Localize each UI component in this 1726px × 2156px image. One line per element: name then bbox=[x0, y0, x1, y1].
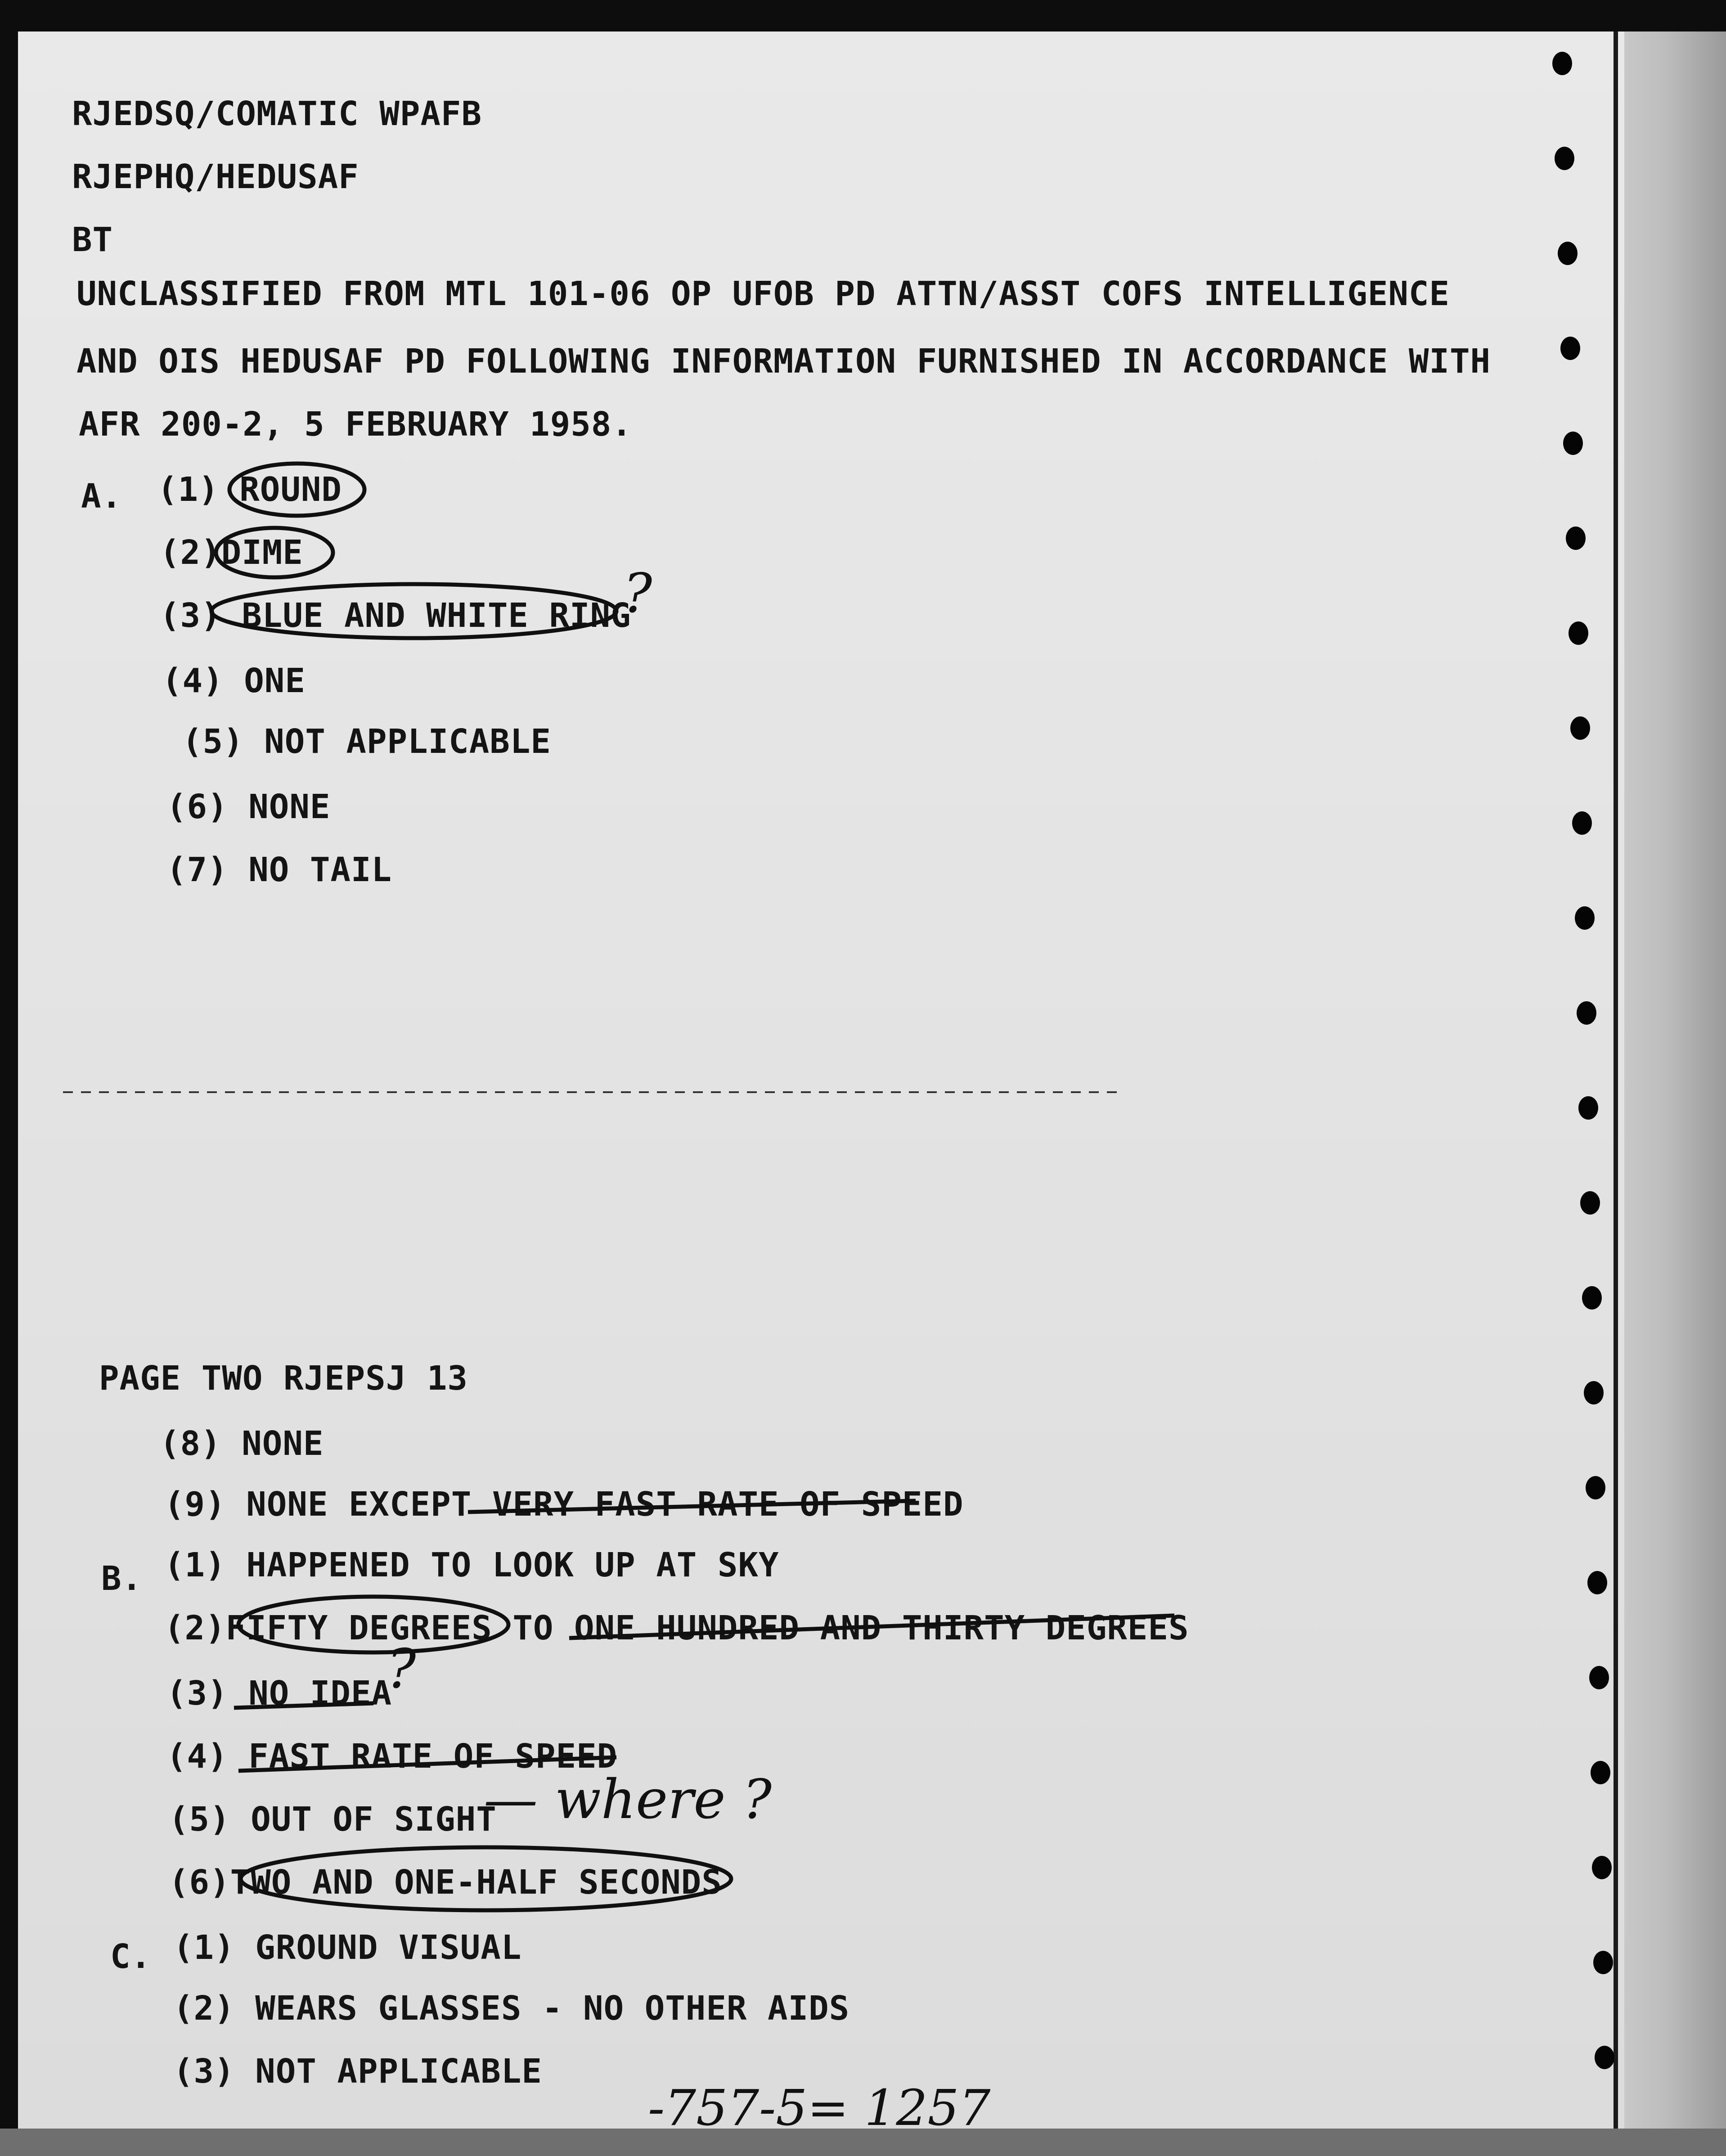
page-two-item-8: (8) NONE bbox=[160, 1424, 324, 1463]
section-b-item-3: (3) NO IDEA bbox=[166, 1674, 392, 1713]
section-b-item-2: (2)FIFTY DEGREES TO ONE HUNDRED AND THIRTY DEGREES bbox=[164, 1609, 1189, 1647]
handwritten-question-a3: ? bbox=[623, 563, 652, 625]
section-b-item-6: (6)TWO AND ONE-HALF SECONDS bbox=[169, 1863, 722, 1902]
routing-line-2: RJEPHQ/HEDUSAF bbox=[72, 158, 359, 196]
handwritten-question-b3: ? bbox=[387, 1638, 416, 1701]
circle-round bbox=[229, 464, 364, 516]
underline-fast-rate bbox=[238, 1757, 616, 1771]
section-a-item-1: (1) ROUND bbox=[157, 470, 342, 509]
section-b-item-5: (5) OUT OF SIGHT bbox=[169, 1800, 497, 1839]
section-c-letter: C. bbox=[110, 1937, 152, 1976]
section-c-item-2: (2) WEARS GLASSES - NO OTHER AIDS bbox=[173, 1989, 850, 2028]
page-two-item-9: (9) NONE EXCEPT VERY FAST RATE OF SPEED bbox=[164, 1485, 964, 1524]
section-a-item-3: (3) BLUE AND WHITE RING bbox=[160, 596, 631, 635]
body-line-3: AFR 200-2, 5 FEBRUARY 1958. bbox=[79, 405, 632, 444]
circle-two-and-one-half-seconds bbox=[241, 1847, 731, 1910]
section-c-item-1: (1) GROUND VISUAL bbox=[173, 1928, 522, 1967]
body-line-1: UNCLASSIFIED FROM MTL 101-06 OP UFOB PD ATTN/ASST COFS INTELLIGENCE bbox=[76, 275, 1450, 313]
section-a-item-6: (6) NONE bbox=[166, 788, 331, 826]
handwritten-where-note: — where ? bbox=[484, 1769, 772, 1831]
section-a-item-4: (4) ONE bbox=[162, 662, 306, 700]
section-a-item-5: (5) NOT APPLICABLE bbox=[182, 722, 551, 761]
break-marker: BT bbox=[72, 221, 113, 259]
circle-dime bbox=[216, 528, 333, 577]
page-two-heading: PAGE TWO RJEPSJ 13 bbox=[99, 1359, 468, 1398]
section-c-item-3: (3) NOT APPLICABLE bbox=[173, 2052, 542, 2091]
handwritten-bottom-figures: -757-5= 1257 bbox=[648, 2079, 991, 2137]
section-b-item-4: (4) FAST RATE OF SPEED bbox=[166, 1737, 618, 1776]
underline-no-idea bbox=[234, 1703, 373, 1708]
routing-line-1: RJEDSQ/COMATIC WPAFB bbox=[72, 95, 482, 133]
underline-one-hundred bbox=[569, 1616, 1174, 1638]
section-a-letter: A. bbox=[81, 477, 122, 516]
section-a-item-2: (2)DIME bbox=[160, 533, 303, 572]
section-b-letter: B. bbox=[101, 1559, 143, 1598]
circle-blue-white-ring bbox=[211, 584, 616, 638]
body-line-2: AND OIS HEDUSAF PD FOLLOWING INFORMATION FURNISHED IN ACCORDANCE WITH bbox=[76, 342, 1491, 381]
section-a-item-7: (7) NO TAIL bbox=[166, 851, 392, 889]
section-b-item-1: (1) HAPPENED TO LOOK UP AT SKY bbox=[164, 1546, 779, 1584]
underline-very-fast bbox=[468, 1501, 916, 1512]
circle-fifty-degrees bbox=[238, 1597, 508, 1652]
